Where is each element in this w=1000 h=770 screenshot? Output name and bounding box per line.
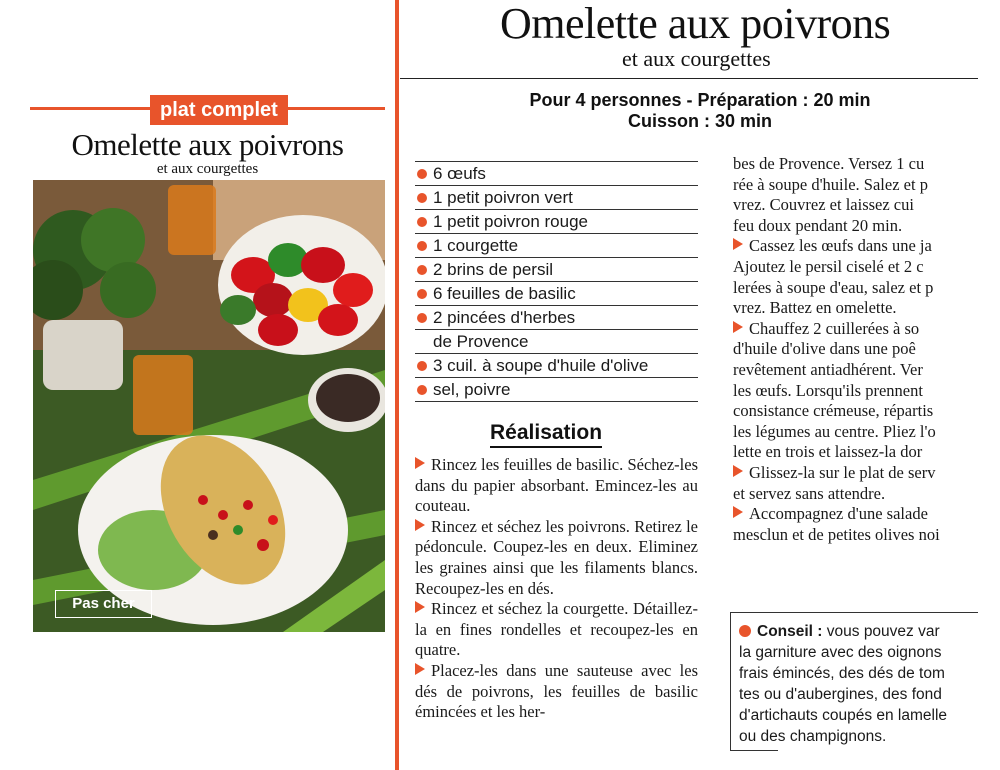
tip-line: tes ou d'aubergines, des fond [739, 686, 942, 703]
ingredient-item: sel, poivre [415, 377, 698, 402]
tip-line: d'artichauts coupés en lamelle [739, 707, 948, 724]
card-edge [395, 0, 399, 770]
ingredient-item: 1 petit poivron vert [415, 185, 698, 209]
step-paragraph: Placez-les dans une sauteuse avec les dés de poivrons, les feuilles de basilic émincées et les her- [415, 660, 698, 722]
step-line: lette en trois et laissez-la dor [733, 442, 923, 462]
step-line: vrez. Battez en omelette. [733, 298, 897, 318]
ingredient-item: 1 courgette [415, 233, 698, 257]
arrow-icon [415, 457, 425, 469]
tip-line: Conseil : vous pouvez var [739, 621, 991, 642]
tip-line: la garniture avec des oignons [739, 644, 942, 661]
recipe-title: Omelette aux poivrons [500, 0, 891, 48]
cooking-time-line: Cuisson : 30 min [627, 111, 773, 131]
tip-box [730, 612, 991, 751]
recipe-card-front [30, 85, 385, 640]
ingredient-item: 3 cuil. à soupe d'huile d'olive [415, 353, 698, 377]
tip-bottom-rule [730, 750, 778, 751]
step-line: et servez sans attendre. [733, 483, 886, 503]
page-crop-edge [978, 0, 1000, 770]
recipe-subtitle: et aux courgettes [622, 46, 771, 71]
ingredient-item: 1 petit poivron rouge [415, 209, 698, 233]
front-subtitle: et aux courgettes [156, 161, 259, 177]
arrow-icon [733, 321, 743, 333]
pepper-plate [218, 215, 385, 355]
step-line: consistance crémeuse, répartis [733, 401, 934, 421]
ingredient-item-continued: de Provence [415, 329, 698, 353]
ingredient-item: 2 brins de persil [415, 257, 698, 281]
ingredient-item: 6 feuilles de basilic [415, 281, 698, 305]
step-line: vrez. Couvrez et laissez cui [733, 195, 914, 215]
tip-line: ou des champignons. [739, 728, 887, 745]
arrow-icon [415, 663, 425, 675]
step-line: d'huile d'olive dans une poê [733, 339, 916, 359]
dish-photo [33, 180, 385, 632]
servings-line: Pour 4 personnes - Préparation : 20 min [529, 90, 871, 110]
bullet-icon [417, 313, 427, 323]
method-heading: Réalisation [490, 420, 602, 448]
ingredient-list [415, 161, 698, 402]
bullet-icon [417, 169, 427, 179]
category-badge: plat complet [150, 95, 288, 125]
arrow-icon [733, 238, 743, 250]
arrow-icon [415, 519, 425, 531]
servings-info [400, 90, 1000, 132]
arrow-icon [733, 465, 743, 477]
bullet-icon [417, 385, 427, 395]
arrow-icon [733, 506, 743, 518]
step-line: rée à soupe d'huile. Salez et p [733, 174, 928, 194]
step-line: Cassez les œufs dans une ja [733, 236, 983, 257]
step-line: Accompagnez d'une salade [733, 504, 983, 525]
step-line: les légumes au centre. Pliez l'o [733, 421, 936, 441]
step-line: feu doux pendant 20 min. [733, 215, 903, 235]
tip-line: frais émincés, des dés de tom [739, 665, 945, 682]
bullet-icon [417, 193, 427, 203]
step-line: revêtement antiadhérent. Ver [733, 359, 923, 379]
arrow-icon [415, 601, 425, 613]
step-line: mesclun et de petites olives noi [733, 524, 940, 544]
step-line: les œufs. Lorsqu'ils prennent [733, 380, 923, 400]
bullet-icon [417, 265, 427, 275]
step-line: lerées à soupe d'eau, salez et p [733, 277, 934, 297]
step-line: Chauffez 2 cuillerées à so [733, 319, 983, 340]
bullet-icon [417, 217, 427, 227]
steps-column-1 [415, 455, 698, 723]
step-paragraph: Rincez et séchez la courgette. Détaillez-la en fines rondelles et recoupez-les en quatre. [415, 599, 698, 660]
bullet-icon [739, 625, 751, 637]
bullet-icon [417, 361, 427, 371]
steps-column-2 [733, 154, 983, 545]
ingredient-item: 6 œufs [415, 161, 698, 185]
bullet-icon [417, 241, 427, 251]
price-badge: Pas cher [55, 590, 152, 618]
step-line: Glissez-la sur le plat de serv [733, 463, 983, 484]
tip-text [739, 621, 991, 747]
step-line: Ajoutez le persil ciselé et 2 c [733, 256, 924, 276]
step-paragraph: Rincez et séchez les poivrons. Retirez le pédoncule. Coupez-les en deux. Eliminez les graines ainsi que les filaments blancs. Recoupez-les en dés. [415, 516, 698, 598]
step-line: bes de Provence. Versez 1 cu [733, 154, 925, 173]
front-title: Omelette aux poivrons [71, 127, 344, 162]
tip-label: Conseil : [757, 623, 823, 640]
bullet-icon [417, 289, 427, 299]
header-rule [400, 78, 980, 79]
ingredient-item: 2 pincées d'herbes [415, 305, 698, 329]
step-paragraph: Rincez les feuilles de basilic. Séchez-les dans du papier absorbant. Emincez-les au couteau. [415, 455, 698, 516]
